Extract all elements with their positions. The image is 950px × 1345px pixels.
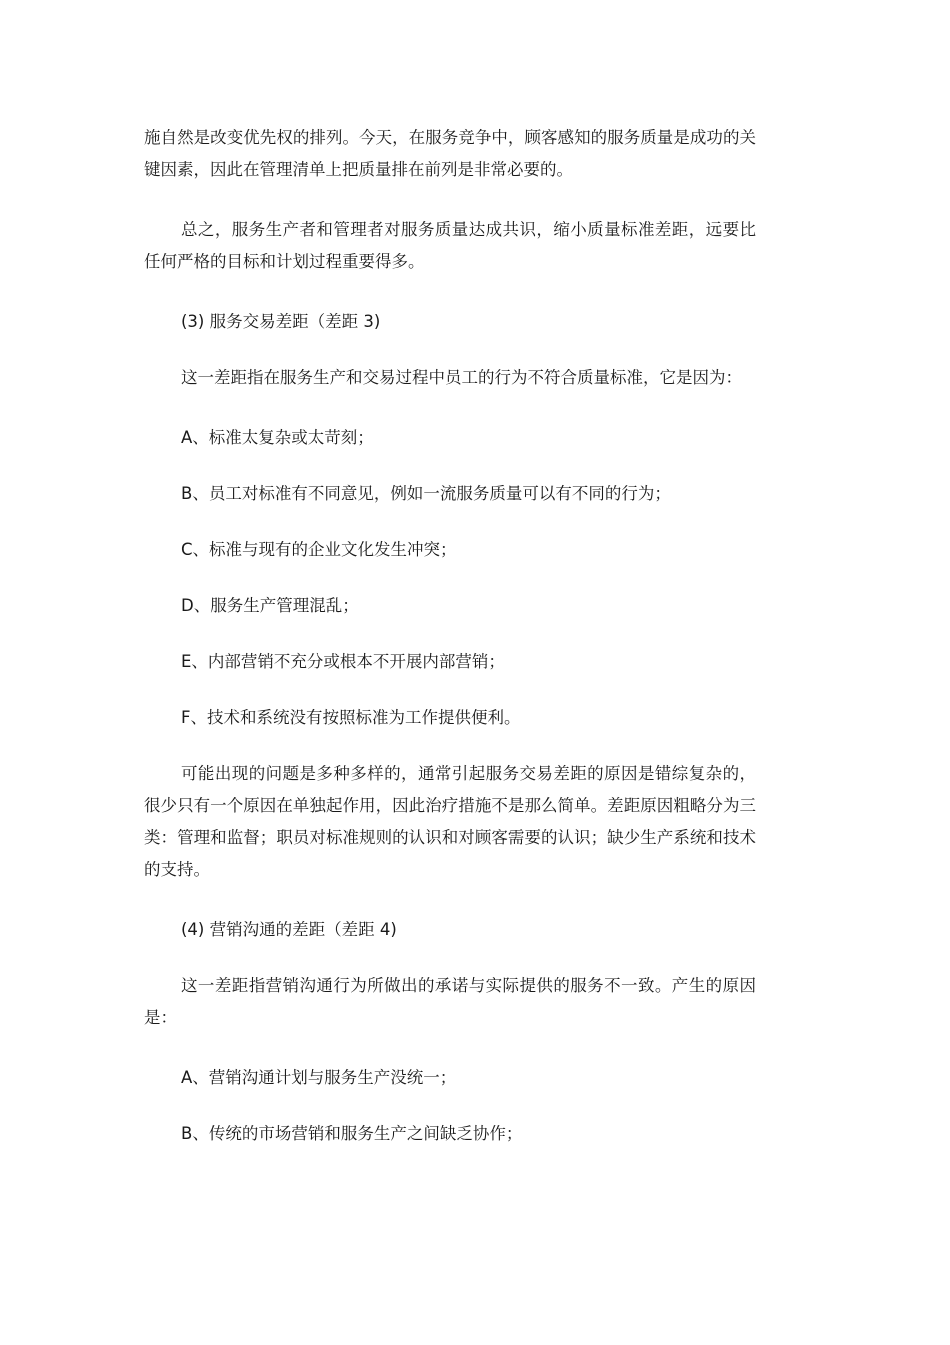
- list-item-gap-4-b: B、传统的市场营销和服务生产之间缺乏协作；: [181, 1124, 523, 1143]
- paragraph-gap-3-causes: 可能出现的问题是多种多样的，通常引起服务交易差距的原因是错综复杂的，很少只有一个原因在单独起作用，因此治疗措施不是那么简单。差距原因粗略分为三类：管理和监督；职员对标准规则的认识和对顾客需要的认识；缺少生产系统和技术的支持。: [144, 764, 756, 879]
- document-body: [144, 122, 756, 1174]
- heading-gap-3: (3) 服务交易差距（差距 3): [181, 312, 381, 331]
- list-item-gap-3-d: D、服务生产管理混乱；: [181, 596, 359, 615]
- list-item-gap-3-c: C、标准与现有的企业文化发生冲突；: [181, 540, 457, 559]
- list-item-gap-3-e: E、内部营销不充分或根本不开展内部营销；: [181, 652, 505, 671]
- paragraph-gap-4-definition: 这一差距指营销沟通行为所做出的承诺与实际提供的服务不一致。产生的原因是：: [144, 976, 756, 1027]
- list-item-gap-4-a: A、营销沟通计划与服务生产没统一；: [181, 1068, 457, 1087]
- paragraph-quality-priority: 施自然是改变优先权的排列。今天，在服务竞争中，顾客感知的服务质量是成功的关键因素，因此在管理清单上把质量排在前列是非常必要的。: [144, 128, 756, 179]
- list-item-gap-3-f: F、技术和系统没有按照标准为工作提供便利。: [181, 708, 521, 727]
- paragraph-gap-3-definition: 这一差距指在服务生产和交易过程中员工的行为不符合质量标准，它是因为：: [181, 368, 742, 387]
- list-item-gap-3-b: B、员工对标准有不同意见，例如一流服务质量可以有不同的行为；: [181, 484, 671, 503]
- paragraph-summary: 总之，服务生产者和管理者对服务质量达成共识，缩小质量标准差距，远要比任何严格的目标和计划过程重要得多。: [144, 220, 756, 271]
- list-item-gap-3-a: A、标准太复杂或太苛刻；: [181, 428, 374, 447]
- heading-gap-4: (4) 营销沟通的差距（差距 4): [181, 920, 397, 939]
